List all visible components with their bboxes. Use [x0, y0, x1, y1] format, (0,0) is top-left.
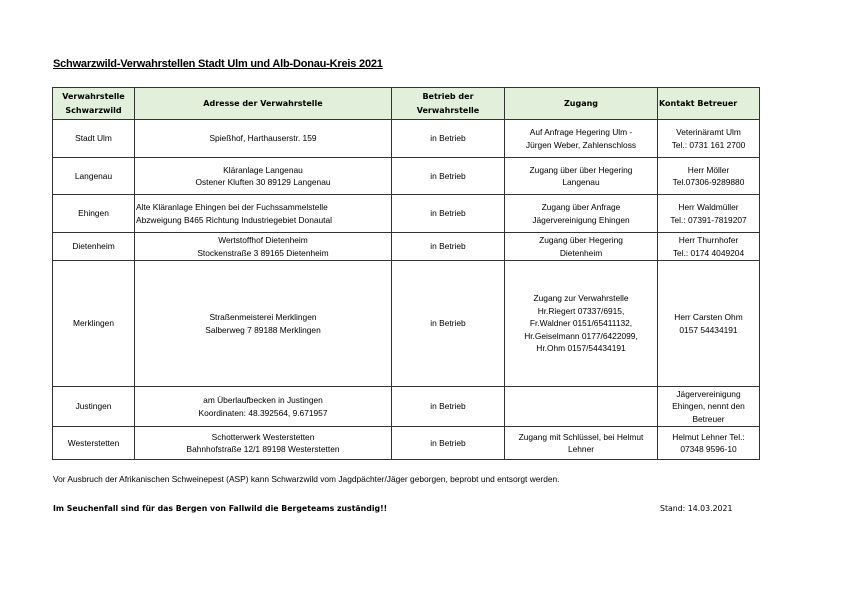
kontakt-line: 0157 54434191: [679, 324, 738, 335]
stand-date: Stand: 14.03.2021: [660, 504, 733, 513]
betrieb-line: in Betrieb: [430, 241, 466, 252]
kontakt-line: Veterinäramt Ulm: [676, 127, 741, 137]
cell-ort: [53, 261, 135, 387]
table-row: [53, 195, 760, 233]
cell-ort: [53, 387, 135, 427]
header-kontakt: Kontakt Betreuer: [658, 88, 760, 120]
ort-line: Langenau: [74, 170, 113, 181]
header-zugang: Zugang: [505, 88, 658, 120]
adresse-line: Wertstoffhof Dietenheim: [218, 235, 308, 245]
table-row: [53, 261, 760, 387]
table-row: [53, 120, 760, 158]
cell-kontakt: [658, 427, 760, 460]
table-row: [53, 158, 760, 195]
cell-betrieb: [392, 233, 505, 261]
adresse-line: Salberweg 7 89188 Merklingen: [205, 324, 321, 335]
cell-ort: [53, 158, 135, 195]
ort-line: Dietenheim: [72, 241, 115, 252]
adresse-line: Kläranlage Langenau: [223, 164, 303, 175]
zugang-line: Lehner: [567, 444, 595, 454]
zugang-line: Zugang zur Verwahrstelle: [533, 293, 629, 304]
cell-zugang: [505, 195, 658, 233]
adresse-line: Alte Kläranlage Ehingen bei der Fuchssammelstelle: [136, 202, 328, 212]
cell-betrieb: [392, 158, 505, 195]
kontakt-line: Ehingen, nennt den: [672, 401, 745, 412]
ort-line: Justingen: [75, 401, 112, 412]
zugang-line: Hr.Riegert 07337/6915,: [537, 305, 625, 316]
cell-adresse: [135, 233, 392, 261]
header-adresse: Adresse der Verwahrstelle: [135, 88, 392, 120]
header-verwahrstelle: Verwahrstelle Schwarzwild: [53, 88, 135, 120]
zugang-line: Zugang über Anfrage: [541, 202, 621, 212]
kontakt-line: Tel.07306-9289880: [672, 177, 745, 187]
adresse-line: Spießhof, Harthauserstr. 159: [209, 133, 317, 144]
ort-line: Ehingen: [78, 208, 109, 219]
betrieb-line: in Betrieb: [430, 318, 466, 329]
cell-adresse: [135, 387, 392, 427]
cell-kontakt: [658, 120, 760, 158]
cell-adresse: [135, 120, 392, 158]
cell-adresse: [135, 158, 392, 195]
kontakt-line: Tel.: 0174 4049204: [672, 247, 745, 258]
cell-adresse: [135, 261, 392, 387]
kontakt-line: Herr Möller: [687, 164, 730, 175]
betrieb-line: in Betrieb: [430, 170, 466, 181]
zugang-line: Zugang über über Hegering: [529, 164, 633, 175]
cell-zugang: [505, 233, 658, 261]
cell-kontakt: [658, 387, 760, 427]
zugang-line: Jürgen Weber, Zahlenschloss: [525, 139, 637, 150]
kontakt-line: 07348 9596-10: [680, 444, 737, 454]
seuchenfall-warning: Im Seuchenfall sind für das Bergen von Fallwild die Bergeteams zuständig!!: [53, 504, 388, 513]
betrieb-line: in Betrieb: [430, 208, 466, 219]
zugang-line: Hr.Ohm 0157/54434191: [536, 343, 626, 354]
cell-betrieb: [392, 120, 505, 158]
zugang-line: Langenau: [562, 177, 600, 187]
zugang-line: Dietenheim: [559, 247, 603, 258]
cell-ort: [53, 195, 135, 233]
cell-adresse: [135, 195, 392, 233]
cell-adresse: [135, 427, 392, 460]
kontakt-line: Herr Waldmüller: [678, 202, 739, 212]
cell-zugang: [505, 261, 658, 387]
adresse-line: Schotterwerk Westerstetten: [211, 431, 315, 442]
cell-zugang: [505, 158, 658, 195]
cell-ort: [53, 427, 135, 460]
zugang-line: Fr.Waldner 0151/65411132,: [529, 318, 633, 329]
adresse-line: Stockenstraße 3 89165 Dietenheim: [197, 247, 329, 258]
cell-ort: [53, 120, 135, 158]
zugang-line: Zugang über Hegering: [539, 235, 623, 245]
ort-line: Stadt Ulm: [75, 133, 112, 144]
kontakt-line: Herr Thurnhofer: [678, 235, 739, 245]
cell-zugang: [505, 387, 658, 427]
kontakt-line: Helmut Lehner Tel.:: [672, 431, 745, 442]
cell-kontakt: [658, 233, 760, 261]
header-betrieb: Betrieb der Verwahrstelle: [392, 88, 505, 120]
cell-betrieb: [392, 195, 505, 233]
table-row: [53, 387, 760, 427]
zugang-line: Hr.Geiselmann 0177/6422099,: [524, 330, 638, 341]
cell-kontakt: [658, 261, 760, 387]
table-row: [53, 233, 760, 261]
zugang-line: Jägervereinigung Ehingen: [532, 214, 630, 225]
table-header-row: [53, 88, 760, 120]
zugang-line: Auf Anfrage Hegering Ulm -: [529, 127, 633, 137]
cell-zugang: [505, 120, 658, 158]
betrieb-line: in Betrieb: [430, 401, 466, 412]
cell-zugang: [505, 427, 658, 460]
asp-note: Vor Ausbruch der Afrikanischen Schweinepest (ASP) kann Schwarzwild vom Jagdpächter/Jäger geborgen, beprobt und entsorgt werden.: [53, 474, 560, 484]
zugang-line: Zugang mit Schlüssel, bei Helmut: [518, 431, 644, 442]
adresse-line: am Überlaufbecken in Justingen: [203, 395, 323, 405]
adresse-line: Straßenmeisterei Merklingen: [209, 312, 317, 322]
cell-betrieb: [392, 261, 505, 387]
verwahrstellen-table: [52, 87, 760, 460]
cell-betrieb: [392, 387, 505, 427]
betrieb-line: in Betrieb: [430, 437, 466, 448]
kontakt-line: Herr Carsten Ohm: [674, 312, 743, 322]
kontakt-line: Jägervereinigung: [676, 388, 741, 399]
document-title: Schwarzwild-Verwahrstellen Stadt Ulm und Alb-Donau-Kreis 2021: [53, 58, 383, 70]
ort-line: Westerstetten: [67, 437, 120, 448]
adresse-line: Koordinaten: 48.392564, 9.671957: [198, 407, 328, 418]
ort-line: Merklingen: [73, 318, 114, 329]
cell-kontakt: [658, 158, 760, 195]
cell-kontakt: [658, 195, 760, 233]
adresse-line: Abzweigung B465 Richtung Industriegebiet Donautal: [136, 214, 333, 225]
kontakt-line: Tel.: 0731 161 2700: [671, 139, 746, 150]
cell-ort: [53, 233, 135, 261]
adresse-line: Bahnhofstraße 12/1 89198 Westerstetten: [186, 444, 340, 454]
kontakt-line: Tel.: 07391-7819207: [670, 214, 747, 225]
adresse-line: Ostener Kluften 30 89129 Langenau: [195, 177, 331, 187]
cell-betrieb: [392, 427, 505, 460]
betrieb-line: in Betrieb: [430, 133, 466, 144]
table-row: [53, 427, 760, 460]
kontakt-line: Betreuer: [692, 413, 725, 424]
